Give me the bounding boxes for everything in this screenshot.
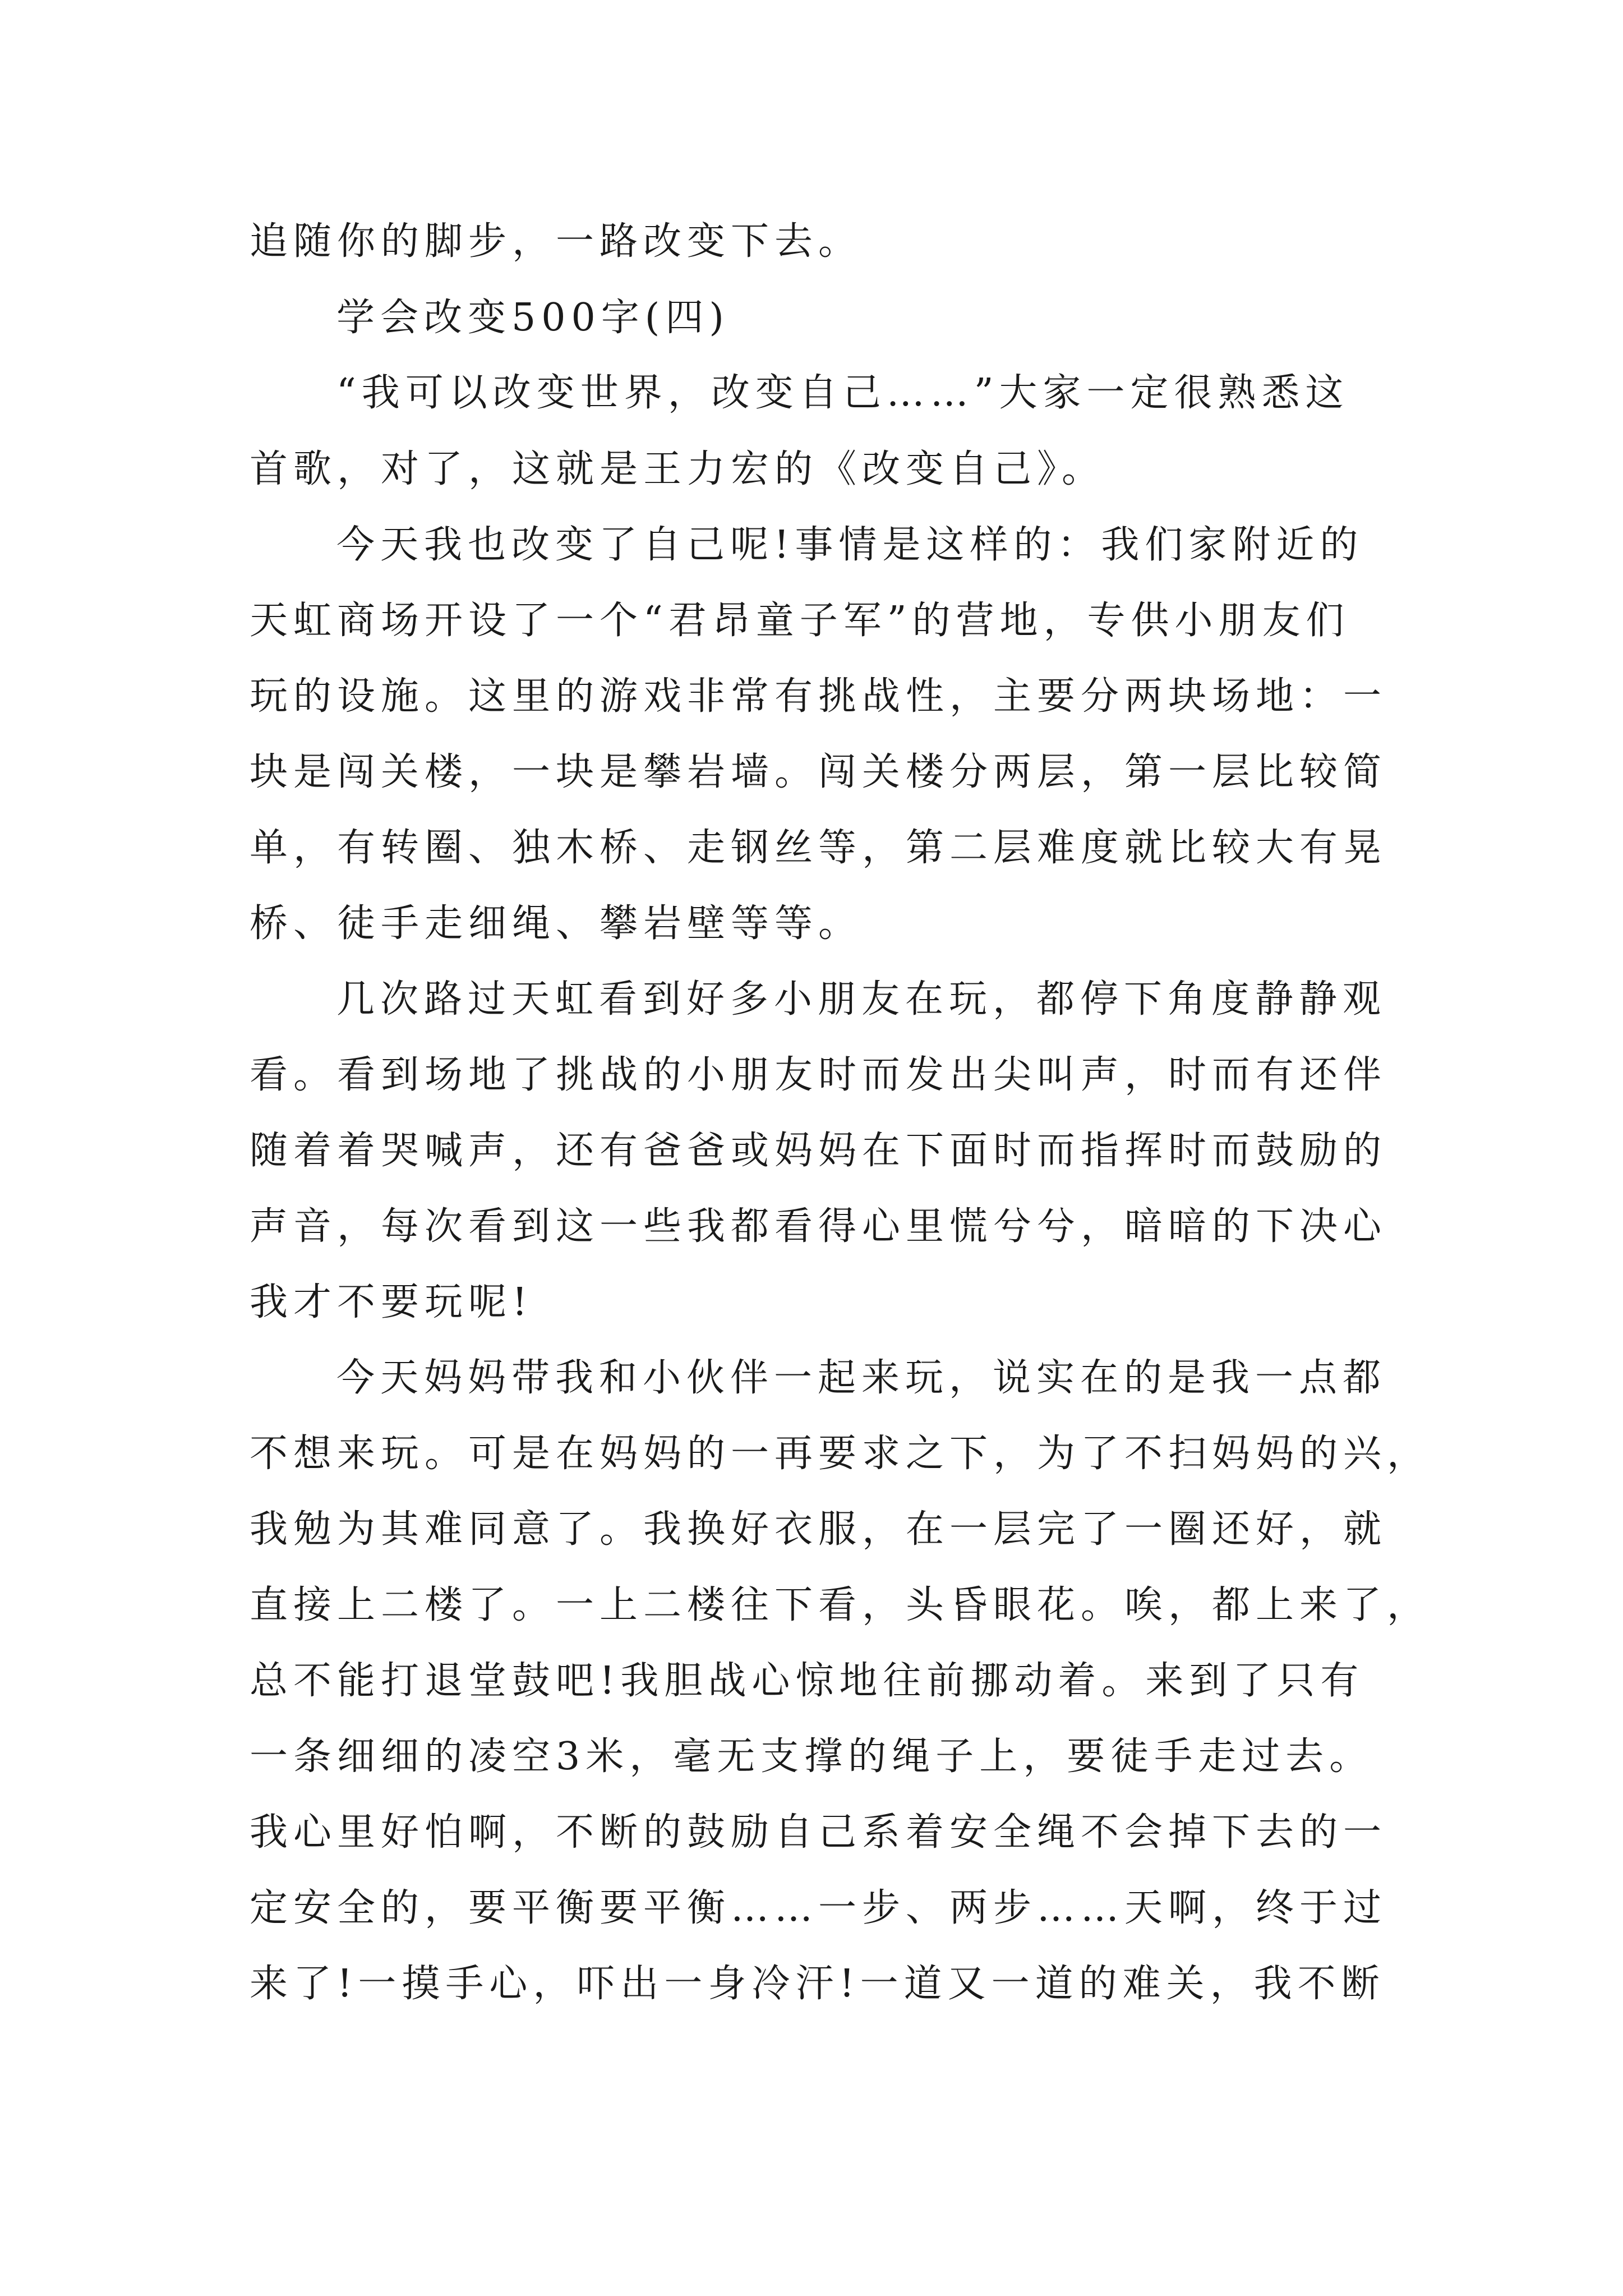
paragraph-4-line-6: 一条细细的凌空3米，毫无支撑的绳子上，要徒手走过去。 [250, 1734, 1373, 1779]
paragraph-4-line-4: 直接上二楼了。一上二楼往下看，头昏眼花。唉，都上来了， [250, 1583, 1431, 1627]
paragraph-2-line-5: 单，有转圈、独木桥、走钢丝等，第二层难度就比较大有晃 [250, 826, 1387, 870]
paragraph-4-line-2: 不想来玩。可是在妈妈的一再要求之下，为了不扫妈妈的兴， [250, 1432, 1431, 1476]
paragraph-4-line-3: 我勉为其难同意了。我换好衣服，在一层完了一圈还好，就 [250, 1507, 1387, 1552]
paragraph-3-line-3: 随着着哭喊声，还有爸爸或妈妈在下面时而指挥时而鼓励的 [250, 1129, 1387, 1173]
text-line-continuation: 追随你的脚步，一路改变下去。 [250, 219, 863, 264]
paragraph-2-line-3: 玩的设施。这里的游戏非常有挑战性，主要分两块场地：一 [250, 674, 1387, 719]
paragraph-4-line-5: 总不能打退堂鼓吧!我胆战心惊地往前挪动着。来到了只有 [250, 1659, 1364, 1703]
paragraph-1-line-2: 首歌，对了，这就是王力宏的《改变自己》。 [250, 447, 1106, 491]
paragraph-4-line-1: 今天妈妈带我和小伙伴一起来玩，说实在的是我一点都 [336, 1356, 1387, 1400]
paragraph-1-line-1: “我可以改变世界，改变自己……”大家一定很熟悉这 [336, 371, 1349, 415]
paragraph-4-line-7: 我心里好怕啊，不断的鼓励自己系着安全绳不会掉下去的一 [250, 1810, 1387, 1855]
paragraph-2-line-6: 桥、徒手走细绳、攀岩壁等等。 [250, 901, 863, 946]
paragraph-4-line-8: 定安全的，要平衡要平衡……一步、两步……天啊，终于过 [250, 1886, 1387, 1930]
paragraph-2-line-2: 天虹商场开设了一个“君昂童子军”的营地，专供小朋友们 [250, 599, 1350, 643]
paragraph-3-line-5: 我才不要玩呢! [250, 1280, 533, 1324]
section-heading: 学会改变500字(四) [336, 296, 730, 340]
paragraph-4-line-9: 来了!一摸手心，吓出一身冷汗!一道又一道的难关，我不断 [250, 1962, 1385, 2006]
paragraph-2-line-1: 今天我也改变了自己呢!事情是这样的：我们家附近的 [336, 523, 1364, 567]
paragraph-3-line-1: 几次路过天虹看到好多小朋友在玩，都停下角度静静观 [336, 977, 1387, 1022]
paragraph-2-line-4: 块是闯关楼，一块是攀岩墙。闯关楼分两层，第一层比较简 [250, 750, 1387, 794]
paragraph-3-line-2: 看。看到场地了挑战的小朋友时而发出尖叫声，时而有还伴 [250, 1053, 1387, 1097]
paragraph-3-line-4: 声音，每次看到这一些我都看得心里慌兮兮，暗暗的下决心 [250, 1204, 1387, 1249]
